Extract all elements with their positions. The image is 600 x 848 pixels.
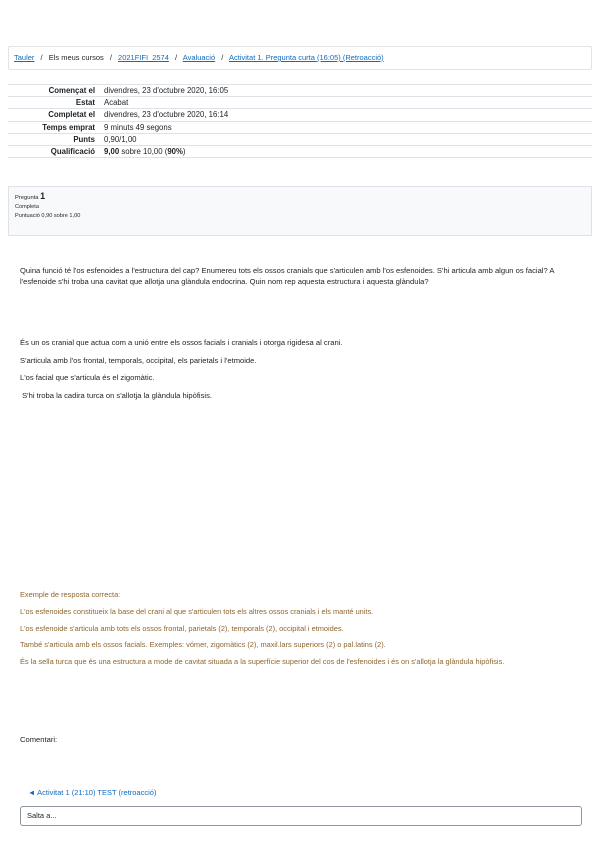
grade-out-of: sobre 10,00 ( <box>119 147 168 157</box>
breadcrumb-separator: / <box>221 53 224 62</box>
left-arrow-icon: ◄ <box>28 788 36 797</box>
answer-line: S'hi troba la cadira turca on s'allotja la glàndula hipòfisis. <box>20 390 213 400</box>
breadcrumb-item-course[interactable]: 2021FIFI_2574 <box>118 53 169 62</box>
grade-close: ) <box>182 147 186 157</box>
breadcrumb <box>8 46 592 70</box>
question-mark: Puntuació 0,90 sobre 1,00 <box>15 213 81 220</box>
student-answer <box>20 338 586 408</box>
summary-label: Completat el <box>48 110 95 120</box>
breadcrumb-item-dashboard[interactable]: Tauler <box>14 53 35 62</box>
summary-value: 9 minuts 49 segons <box>104 122 172 132</box>
feedback-line: També s'articula amb els ossos facials. Exemples: vómer, zigomàtics (2), maxil.lars superiors (2) o pal.latins (2). <box>20 640 386 650</box>
summary-row-marks <box>8 133 592 145</box>
summary-label: Punts <box>73 134 95 144</box>
question-number-value: 1 <box>40 191 46 201</box>
summary-row-time-taken <box>8 121 592 133</box>
grade-percent: 90% <box>167 147 183 157</box>
question-text: Quina funció té l'os esfenoides a l'estructura del cap? Enumereu tots els ossos cranials que s'articulen amb l'os esfenoides. S'hi articula amb algun os facial? A l'esfenoide s'hi troba una cavitat que allotja una glàndula endocrina. Quin nom rep aquesta estructura i aquesta glàndula? <box>20 266 555 286</box>
answer-line: És un os cranial que actua com a unió entre els ossos facials i cranials i otorga rigidesa al crani. <box>20 338 343 347</box>
previous-activity-link[interactable] <box>28 788 156 797</box>
feedback-line: L'os esfenoide s'articula amb tots els ossos frontal, parietals (2), temporals (2), occipital i etmoides. <box>20 623 344 633</box>
question-state: Completa <box>15 204 39 211</box>
question-number-prefix: Pregunta <box>15 195 39 201</box>
feedback-line: L'os esfenoides constitueix la base del crani al que s'articulen tots els altres ossos cranials i els manté units. <box>20 606 374 616</box>
summary-row-completed <box>8 109 592 121</box>
answer-line: S'articula amb l'os frontal, temporals, occipital, els parietals i l'etmoide. <box>20 355 257 365</box>
summary-label: Temps emprat <box>42 122 95 132</box>
attempt-summary-table <box>8 84 592 158</box>
summary-value: divendres, 23 d'octubre 2020, 16:14 <box>104 110 229 120</box>
comment-label: Comentari: <box>20 735 58 744</box>
summary-value: Acabat <box>104 98 129 108</box>
grade-score: 9,00 <box>104 147 120 157</box>
summary-row-started <box>8 85 592 97</box>
summary-grade-value <box>100 145 592 157</box>
question-info-box <box>8 186 592 236</box>
breadcrumb-separator: / <box>175 53 178 62</box>
summary-label: Qualificació <box>50 147 95 157</box>
question-number <box>15 192 585 202</box>
answer-line: L'os facial que s'articula és el zigomàtic. <box>20 373 155 382</box>
summary-label: Començat el <box>48 86 95 96</box>
summary-value: 0,90/1,00 <box>104 134 137 144</box>
breadcrumb-item-assessment[interactable]: Avaluació <box>182 53 216 62</box>
breadcrumb-separator: / <box>109 53 112 62</box>
general-feedback <box>20 590 586 674</box>
feedback-heading: Exemple de resposta correcta: <box>20 590 121 599</box>
previous-activity-label: Activitat 1 (21:10) TEST (retroacció) <box>37 788 157 797</box>
breadcrumb-separator: / <box>40 53 43 62</box>
summary-row-state <box>8 97 592 109</box>
summary-row-grade <box>8 145 592 157</box>
summary-value: divendres, 23 d'octubre 2020, 16:05 <box>104 86 229 96</box>
feedback-line: És la sella turca que és una estructura a mode de cavitat situada a la superfície superior del cos de l'esfenoides i és on s'allotja la glàndula hipòfisis. <box>20 657 505 667</box>
breadcrumb-item-activity[interactable]: Activitat 1. Pregunta curta (16:05) (Retroacció) <box>229 53 384 62</box>
summary-label: Estat <box>75 98 95 108</box>
breadcrumb-item-my-courses: Els meus cursos <box>48 53 104 62</box>
jump-to-select[interactable]: Salta a... <box>20 806 582 826</box>
